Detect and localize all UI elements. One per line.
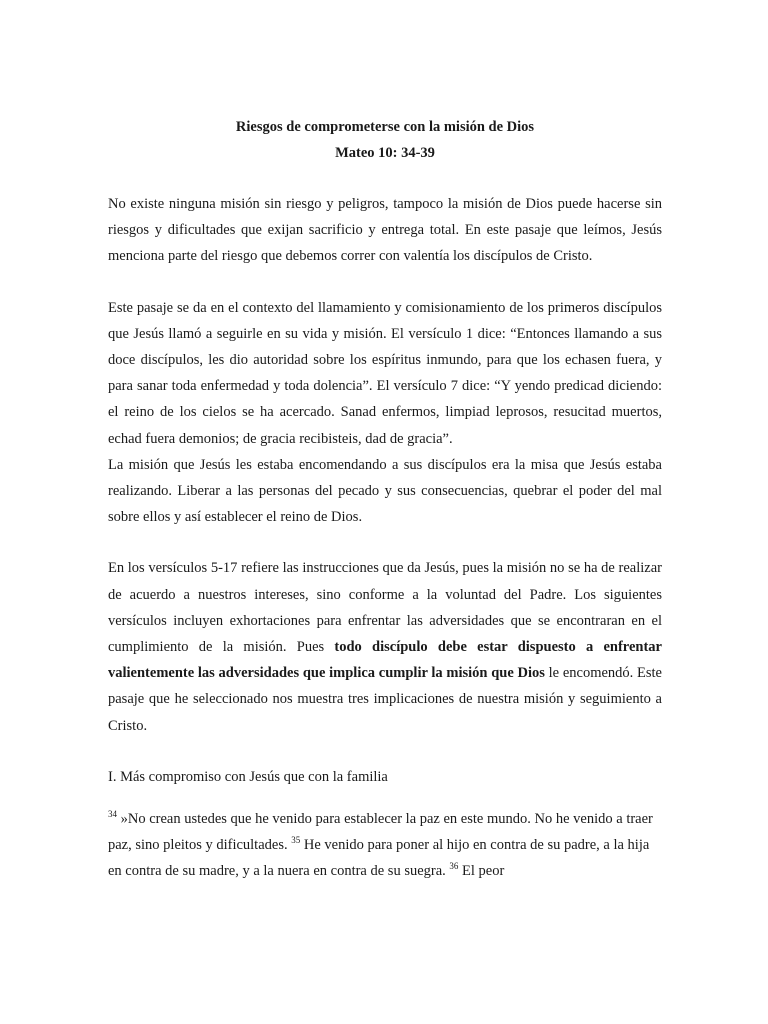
paragraph-mission: La misión que Jesús les estaba encomendando a sus discípulos era la misa que Jesús estaba realizando. Liberar a las personas del pecado y sus consecuencias, quebrar el poder del mal sobre ellos y así establecer el reino de Dios.: [108, 456, 662, 526]
paragraph-instructions: [108, 555, 662, 738]
paragraph-spacer: [108, 790, 662, 806]
paragraph-spacer: [108, 270, 662, 295]
section-heading: I. Más compromiso con Jesús que con la familia: [108, 768, 388, 785]
paragraph-instructions-end: le encomendó. Este pasaje que he seleccionado nos muestra tres implicaciones de nuestra misión y seguimiento a Cristo.: [108, 665, 662, 734]
verse-36-text: El peor: [458, 863, 505, 880]
verse-34-text: »No crean ustedes que he venido para establecer la paz en este mundo. No he venido a traer paz, sino pleitos y dificultades.: [108, 810, 653, 854]
document-title: Riesgos de comprometerse con la misión de Dios: [235, 119, 535, 135]
document-subtitle: Mateo 10: 34-39: [335, 145, 435, 161]
verse-number-35: 35: [291, 835, 301, 846]
verse-number-36: 36: [449, 861, 459, 872]
paragraph-spacer: [108, 530, 662, 555]
paragraph-context: Este pasaje se da en el contexto del llamamiento y comisionamiento de los primeros discípulos que Jesús llamó a seguirle en su vida y misión. El versículo 1 dice: “Entonces llamando a sus doce discípulos, les dio autoridad sobre los espíritus inmundo, para que los echasen fuera, y para sanar toda enfermedad y toda dolencia”. El versículo 7 dice: “Y yendo predicad diciendo: el reino de los cielos se ha acercado. Sanad enfermos, limpiad leprosos, resucitad muertos, echad fuera demonios; de gracia recibisteis, dad de gracia”.: [108, 299, 662, 447]
paragraph-instructions-bold: todo discípulo debe estar dispuesto a enfrentar valientemente las adversidades que implica cumplir la misión que Dios: [108, 639, 662, 682]
verse-block: [108, 806, 662, 885]
paragraph-spacer: [108, 739, 662, 764]
paragraph-intro: No existe ninguna misión sin riesgo y peligros, tampoco la misión de Dios puede hacerse sin riesgos y dificultades que exijan sacrificio y entrega total. En este pasaje que leímos, Jesús menciona parte del riesgo que debemos correr con valentía los discípulos de Cristo.: [108, 196, 662, 265]
verse-number-34: 34: [108, 809, 117, 820]
verse-35-text: He venido para poner al hijo en contra de su padre, a la hija en contra de su madre, y a la nuera en contra de su suegra.: [108, 837, 650, 880]
paragraph-instructions-start: En los versículos 5-17 refiere las instrucciones que da Jesús, pues la misión no se ha de realizar de acuerdo a nuestros intereses, sino conforme a la voluntad del Padre. Los siguientes versículos incluyen exhortaciones para enfrentar las adversidades que se encontraran en el cumplimiento de la misión. Pues: [108, 560, 662, 656]
document-page: [108, 114, 662, 884]
verse-text: [108, 806, 662, 885]
